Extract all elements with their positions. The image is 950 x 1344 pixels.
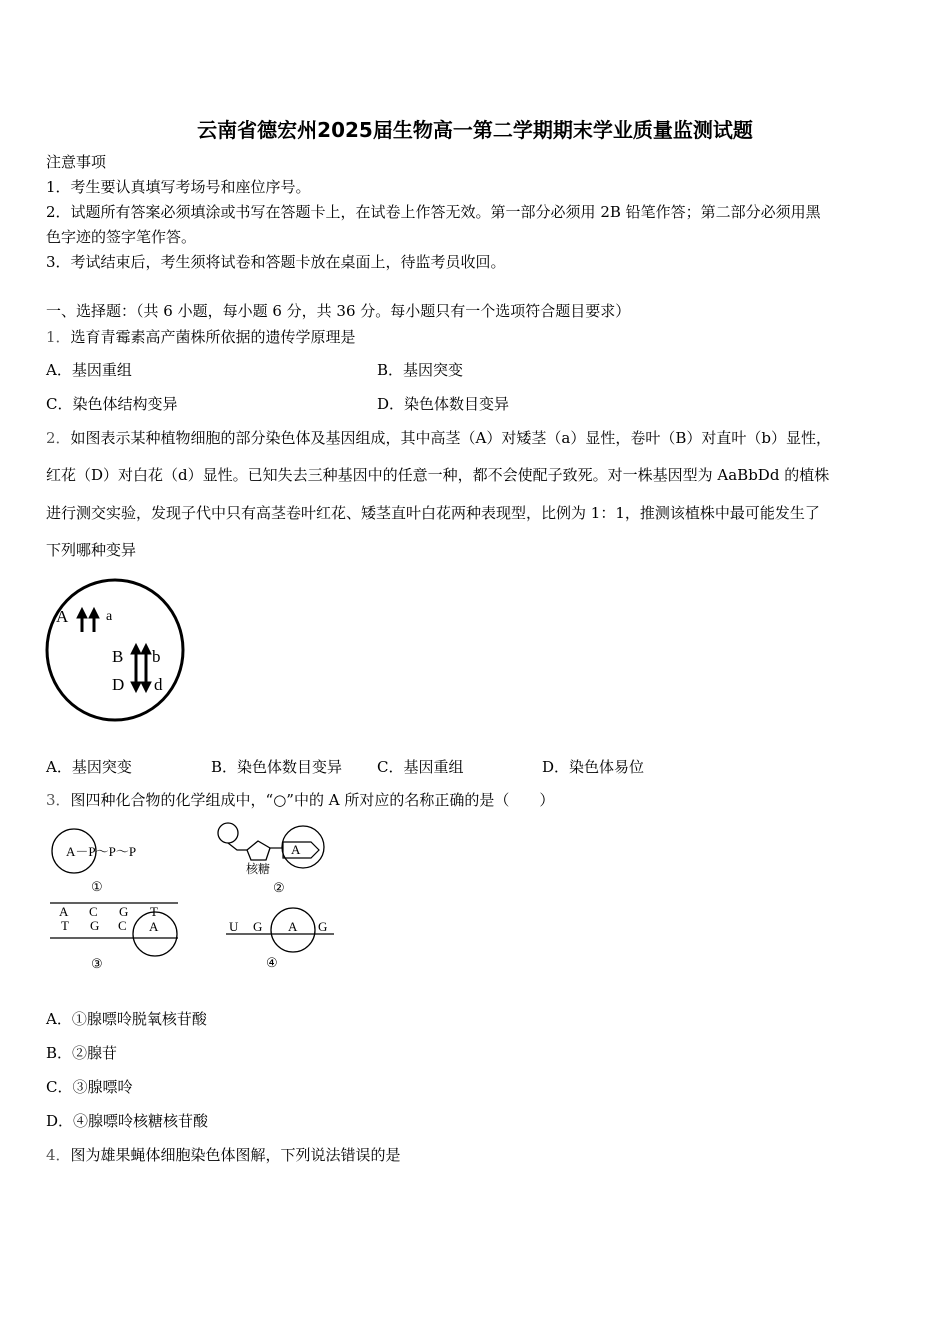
cell-chromosome-figure	[44, 576, 190, 724]
base-box	[283, 842, 319, 858]
notice-item-1: 1．考生要认真填写考场号和座位序号。	[46, 178, 311, 196]
q3-option-b[interactable]: B．②腺苷	[46, 1044, 118, 1062]
dna-top-base: G	[119, 904, 129, 919]
gene-label-D: D	[112, 675, 125, 694]
rna-base: U	[229, 919, 239, 934]
sugar-label: 核糖	[246, 862, 271, 876]
section-heading: 一、选择题：（共 6 小题，每小题 6 分，共 36 分。每小题只有一个选项符合题目要求）	[46, 302, 631, 320]
rna-base: G	[318, 919, 328, 934]
q1-option-b[interactable]: B．基因突变	[377, 361, 464, 379]
question-number: 4．	[46, 1146, 71, 1164]
q3-option-a[interactable]: A．①腺嘌呤脱氧核苷酸	[46, 1010, 207, 1028]
atp-formula: A－P～P～P	[66, 844, 137, 859]
highlight-circle	[282, 826, 324, 868]
notice-item-2: 2．试题所有答案必须填涂或书写在答题卡上，在试卷上作答无效。第一部分必须用 2B 铅笔作答；第二部分必须用黑	[46, 203, 821, 221]
notice-heading: 注意事项	[46, 153, 107, 171]
question-stem-line-2: 红花（D）对白花（d）显性。已知失去三种基因中的任意一种，都不会使配子致死。对一株基因型为 AaBbDd 的植株	[46, 466, 830, 484]
notice-item-3: 3．考试结束后，考生须将试卷和答题卡放在桌面上，待监考员收回。	[46, 253, 506, 271]
q1-option-c[interactable]: C．染色体结构变异	[46, 395, 178, 413]
dna-bottom-base: G	[90, 918, 100, 933]
dna-bottom-base: C	[118, 918, 127, 933]
q1-option-d[interactable]: D．染色体数目变异	[377, 395, 510, 413]
question-3	[46, 790, 554, 810]
question-stem: 图四种化合物的化学组成中，“○”中的 A 所对应的名称正确的是（ ）	[70, 791, 555, 809]
question-stem: 选育青霉素高产菌株所依据的遗传学原理是	[70, 328, 356, 346]
figure-label-1: ①	[91, 879, 103, 894]
dna-top-base: C	[89, 904, 98, 919]
question-1	[46, 327, 356, 347]
phosphate-circle	[218, 823, 238, 843]
dna-bottom-base: A	[149, 919, 159, 934]
q1-option-a[interactable]: A．基因重组	[46, 361, 132, 379]
ribose-pentagon	[247, 841, 270, 860]
question-stem-line-4: 下列哪种变异	[46, 541, 137, 559]
question-number: 2．	[46, 429, 71, 447]
chromosome-pair-1	[77, 608, 99, 632]
q3-option-c[interactable]: C．③腺嘌呤	[46, 1078, 133, 1096]
q2-option-b[interactable]: B．染色体数目变异	[211, 758, 343, 776]
gene-label-b: b	[152, 647, 161, 666]
question-number: 1．	[46, 328, 71, 346]
question-stem: 图为雄果蝇体细胞染色体图解，下列说法错误的是	[70, 1146, 401, 1164]
question-number: 3．	[46, 791, 71, 809]
gene-label-a: a	[106, 609, 113, 624]
question-stem-line-1: 如图表示某种植物细胞的部分染色体及基因组成，其中高茎（A）对矮茎（a）显性，卷叶（B）对直叶（b）显性，	[70, 429, 831, 447]
q3-option-d[interactable]: D．④腺嘌呤核糖核苷酸	[46, 1112, 209, 1130]
compound-figure-2	[215, 820, 335, 896]
base-label: A	[291, 842, 301, 857]
compound-figure-3	[48, 896, 188, 976]
figure-label-4: ④	[266, 955, 278, 970]
q2-option-d[interactable]: D．染色体易位	[542, 758, 645, 776]
notice-item-2-cont: 色字迹的签字笔作答。	[46, 228, 197, 246]
compound-figure-1	[50, 825, 170, 897]
figure-label-3: ③	[91, 956, 103, 971]
question-2	[46, 428, 831, 448]
dna-bottom-base: T	[61, 918, 69, 933]
gene-label-B: B	[112, 647, 124, 666]
dna-top-base: A	[59, 904, 69, 919]
compound-figure-4	[226, 905, 346, 975]
q2-option-a[interactable]: A．基因突变	[46, 758, 132, 776]
question-4	[46, 1145, 401, 1165]
question-stem-line-3: 进行测交实验，发现子代中只有高茎卷叶红花、矮茎直叶白花两种表现型，比例为 1：1，推测该植株中最可能发生了	[46, 504, 820, 522]
q2-option-c[interactable]: C．基因重组	[377, 758, 464, 776]
page-title: 云南省德宏州2025届生物高一第二学期期末学业质量监测试题	[197, 118, 753, 142]
figure-label-2: ②	[273, 880, 285, 895]
dna-top-base: T	[150, 904, 158, 919]
rna-base: G	[253, 919, 263, 934]
gene-label-d: d	[154, 675, 163, 694]
rna-base: A	[288, 919, 298, 934]
chromosome-pair-2	[131, 644, 151, 692]
gene-label-A: A	[56, 607, 69, 626]
